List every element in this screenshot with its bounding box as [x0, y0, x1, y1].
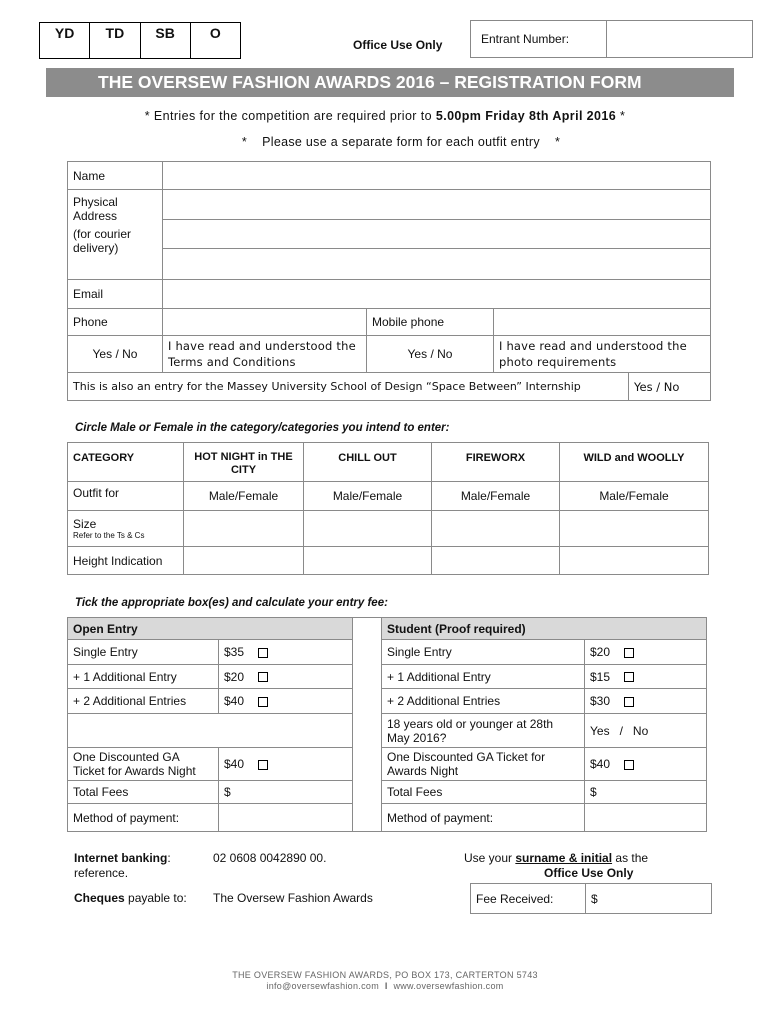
surname-initial-text: surname & initial [515, 851, 613, 865]
size-wild-woolly-field[interactable] [560, 511, 709, 547]
fee-received-label: Fee Received: [471, 884, 586, 914]
student-additional2-price-cell [585, 689, 707, 714]
open-single-price-cell [219, 640, 353, 665]
student-age-label: 18 years old or younger at 28th May 2016? [382, 714, 585, 748]
student-ga-label: One Discounted GA Ticket for Awards Night [382, 748, 585, 781]
address-label: Physical Address [73, 195, 118, 223]
student-single-price: $20 [590, 645, 611, 659]
open-ga-label: One Discounted GA Ticket for Awards Night [68, 748, 219, 781]
office-code-o[interactable]: O [190, 23, 240, 59]
student-additional1-price: $15 [590, 669, 611, 684]
internet-banking-colon: : [167, 851, 171, 865]
student-additional1-label: + 1 Additional Entry [382, 665, 585, 689]
open-additional1-price: $20 [224, 669, 245, 684]
student-method-label: Method of payment: [382, 804, 585, 832]
office-code-td[interactable]: TD [90, 23, 140, 59]
internet-banking-label: Internet banking [74, 851, 168, 865]
office-code-yd[interactable]: YD [40, 23, 90, 59]
open-additional2-checkbox[interactable] [258, 697, 268, 707]
student-age-yes-no[interactable]: Yes / No [585, 714, 707, 748]
internet-banking-block [74, 851, 171, 881]
phone-label: Phone [68, 309, 163, 336]
name-field[interactable] [163, 162, 711, 190]
student-additional1-price-cell [585, 665, 707, 689]
student-entry-header: Student (Proof required) [382, 618, 707, 640]
fee-received-field[interactable]: $ [586, 884, 712, 914]
deadline-prefix: * Entries for the competition are required prior to [144, 109, 436, 123]
outfit-hot-night-gender[interactable]: Male/Female [184, 482, 304, 511]
surname-instruction [464, 851, 648, 881]
payable-to-label: payable to: [124, 891, 187, 905]
height-fireworx-field[interactable] [432, 547, 560, 575]
name-label: Name [68, 162, 163, 190]
contact-table [67, 161, 711, 401]
open-single-price: $35 [224, 645, 245, 659]
open-additional2-price: $40 [224, 694, 245, 708]
outfit-chill-out-gender[interactable]: Male/Female [304, 482, 432, 511]
address-line-1[interactable] [163, 190, 711, 220]
footer-separator: I [384, 981, 388, 991]
size-hot-night-field[interactable] [184, 511, 304, 547]
office-use-only-label: Office Use Only [353, 38, 443, 52]
fees-table [67, 617, 707, 832]
fees-gap [353, 748, 382, 781]
footer-address: THE OVERSEW FASHION AWARDS, PO BOX 173, CARTERTON 5743 [232, 970, 538, 980]
massey-yes-no[interactable]: Yes / No [629, 373, 711, 401]
mobile-field[interactable] [494, 309, 711, 336]
student-single-label: Single Entry [382, 640, 585, 665]
cheques-label: Cheques [74, 891, 125, 905]
open-additional1-price-cell [219, 665, 353, 689]
footer-email[interactable]: info@oversewfashion.com [266, 981, 379, 991]
email-label: Email [68, 280, 163, 309]
photo-yes-no[interactable]: Yes / No [367, 336, 494, 373]
terms-yes-no[interactable]: Yes / No [68, 336, 163, 373]
office-use-only-note: Office Use Only [544, 866, 634, 880]
category-table [67, 442, 709, 575]
open-additional2-price-cell [219, 689, 353, 714]
outfit-fireworx-gender[interactable]: Male/Female [432, 482, 560, 511]
open-ga-price: $40 [224, 757, 245, 771]
open-single-label: Single Entry [68, 640, 219, 665]
form-title-bar [46, 68, 734, 97]
deadline-date: 5.00pm Friday 8th April 2016 [435, 109, 617, 123]
size-label: Size [73, 516, 97, 531]
student-additional2-label: + 2 Additional Entries [382, 689, 585, 714]
payee-name: The Oversew Fashion Awards [213, 891, 373, 905]
entrant-number-table [470, 20, 753, 58]
open-ga-price-cell [219, 748, 353, 781]
address-line-2[interactable] [163, 220, 711, 249]
student-single-checkbox[interactable] [624, 648, 634, 658]
deadline-suffix: * [616, 109, 626, 123]
open-method-label: Method of payment: [68, 804, 219, 832]
office-codes-table [39, 22, 241, 59]
student-additional2-price: $30 [590, 694, 611, 708]
office-code-sb[interactable]: SB [140, 23, 190, 59]
open-total-field[interactable]: $ [219, 781, 353, 804]
open-ga-checkbox[interactable] [258, 760, 268, 770]
outfit-for-label: Outfit for [68, 482, 184, 511]
open-additional1-checkbox[interactable] [258, 672, 268, 682]
fee-received-table [470, 883, 712, 914]
open-entry-header: Open Entry [68, 618, 353, 640]
size-label-cell [68, 511, 184, 547]
photo-statement: I have read and understood the photo requirements [494, 336, 711, 373]
open-method-field[interactable] [219, 804, 353, 832]
student-total-field[interactable]: $ [585, 781, 707, 804]
footer-website[interactable]: www.oversewfashion.com [393, 981, 504, 991]
height-hot-night-field[interactable] [184, 547, 304, 575]
open-additional1-label: + 1 Additional Entry [68, 665, 219, 689]
fees-gap-header [353, 618, 382, 640]
massey-statement: This is also an entry for the Massey University School of Design “Space Between” Internship [68, 373, 629, 401]
phone-field[interactable] [163, 309, 367, 336]
entrant-number-label: Entrant Number: [471, 21, 607, 58]
reference-label: reference. [74, 866, 129, 880]
open-additional2-label: + 2 Additional Entries [68, 689, 219, 714]
use-your-text: Use your [464, 851, 516, 865]
cheques-line [74, 891, 187, 905]
student-additional1-checkbox[interactable] [624, 672, 634, 682]
mobile-label: Mobile phone [367, 309, 494, 336]
deadline-notice [0, 109, 770, 123]
terms-statement: I have read and understood the Terms and Conditions [163, 336, 367, 373]
bank-account-number: 02 0608 0042890 00. [213, 851, 327, 865]
outfit-wild-woolly-gender[interactable]: Male/Female [560, 482, 709, 511]
category-hot-night: HOT NIGHT in THE CITY [184, 443, 304, 482]
height-label: Height Indication [68, 547, 184, 575]
email-field[interactable] [163, 280, 711, 309]
student-additional2-checkbox[interactable] [624, 697, 634, 707]
open-empty-row [68, 714, 353, 748]
size-note: Refer to the Ts & Cs [73, 530, 145, 540]
size-fireworx-field[interactable] [432, 511, 560, 547]
separate-form-notice: * Please use a separate form for each outfit entry * [241, 135, 561, 149]
student-single-price-cell [585, 640, 707, 665]
height-wild-woolly-field[interactable] [560, 547, 709, 575]
fees-gap [353, 640, 382, 665]
category-instruction: Circle Male or Female in the category/categories you intend to enter: [75, 422, 450, 434]
category-header: CATEGORY [68, 443, 184, 482]
category-chill-out: CHILL OUT [304, 443, 432, 482]
fee-instruction: Tick the appropriate box(es) and calculate your entry fee: [75, 597, 388, 609]
category-wild-woolly: WILD and WOOLLY [560, 443, 709, 482]
form-title: THE OVERSEW FASHION AWARDS 2016 – REGISTRATION FORM [98, 72, 642, 92]
open-total-label: Total Fees [68, 781, 219, 804]
footer-contact [0, 981, 770, 991]
student-method-field[interactable] [585, 804, 707, 832]
address-label-cell [68, 190, 163, 280]
height-chill-out-field[interactable] [304, 547, 432, 575]
size-chill-out-field[interactable] [304, 511, 432, 547]
entrant-number-field[interactable] [607, 21, 753, 58]
fees-gap [353, 665, 382, 689]
student-ga-price: $40 [590, 757, 611, 771]
fees-gap [353, 781, 382, 804]
address-note: (for courier delivery) [73, 227, 132, 255]
address-line-3[interactable] [163, 249, 711, 280]
open-single-checkbox[interactable] [258, 648, 268, 658]
as-the-text: as the [612, 851, 649, 865]
student-ga-checkbox[interactable] [624, 760, 634, 770]
fees-gap [353, 689, 382, 714]
fees-gap [353, 714, 382, 748]
fees-gap [353, 804, 382, 832]
student-total-label: Total Fees [382, 781, 585, 804]
student-ga-price-cell [585, 748, 707, 781]
category-fireworx: FIREWORX [432, 443, 560, 482]
